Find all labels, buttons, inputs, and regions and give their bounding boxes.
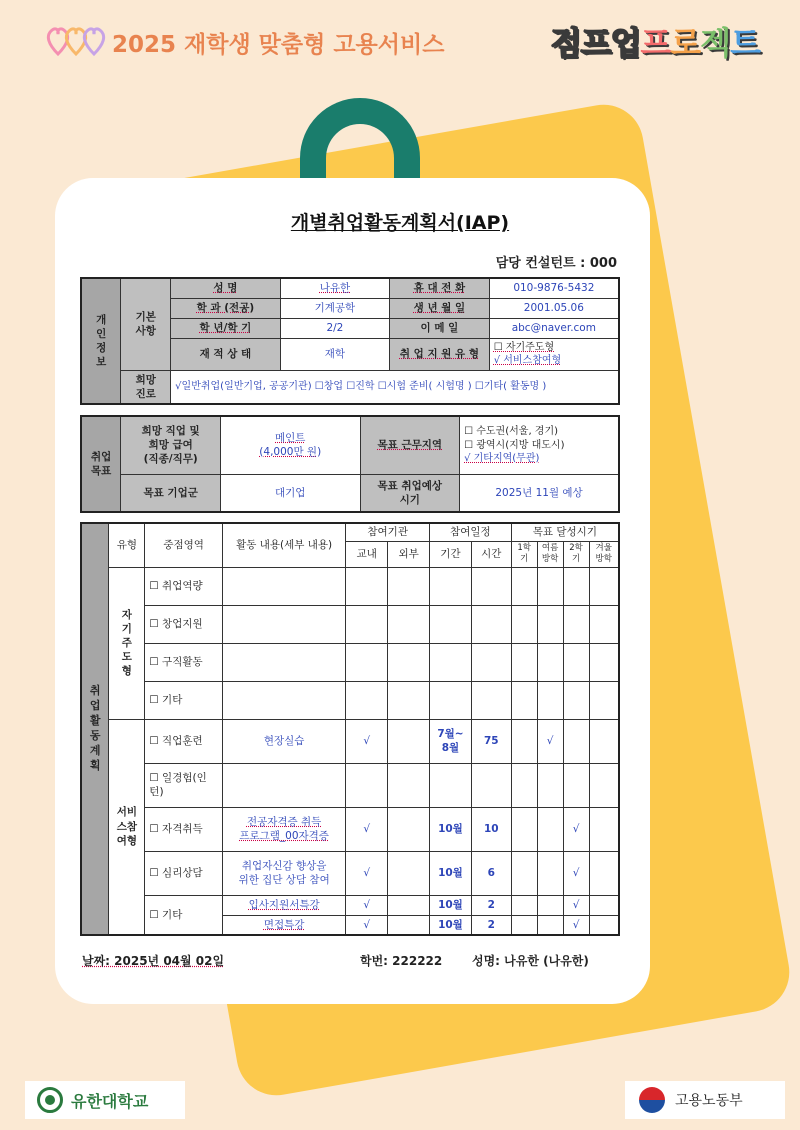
birth-label: 생 년 월 일	[390, 298, 490, 318]
ministry-name: 고용노동부	[675, 1093, 743, 1109]
logo-char: 젝	[700, 24, 731, 62]
plan-cell	[589, 895, 619, 915]
company-label: 목표 기업군	[121, 474, 221, 512]
plan-cell	[471, 567, 511, 605]
email-label: 이 메 일	[390, 318, 490, 338]
region-label: 목표 근무지역	[360, 416, 460, 474]
logo-char: 트	[730, 24, 760, 62]
plan-cell	[537, 567, 563, 605]
plan-cell	[511, 915, 537, 935]
section-goal: 취업 목표	[81, 416, 121, 512]
plan-cell	[537, 643, 563, 681]
hdr-org-in: 교내	[346, 541, 388, 567]
svc-period: 7월~ 8월	[430, 719, 472, 763]
svc-in: √	[346, 807, 388, 851]
plan-cell	[589, 567, 619, 605]
etc-in: √	[346, 915, 388, 935]
plan-cell	[388, 605, 430, 643]
plan-cell	[430, 643, 472, 681]
svc-t2	[537, 763, 563, 807]
hdr-target: 목표 달성시기	[511, 523, 619, 541]
time-value: 2025년 11월 예상	[460, 474, 619, 512]
plan-cell	[471, 681, 511, 719]
logo-char: 프	[640, 24, 671, 62]
svc-content: 전공자격증 취득 프로그램_00자격증	[222, 807, 345, 851]
etc-period: 10월	[430, 895, 472, 915]
svc-t1	[511, 719, 537, 763]
etc-content: 면접특강	[222, 915, 345, 935]
plan-cell	[346, 567, 388, 605]
svc-t2	[537, 807, 563, 851]
svc-hours: 6	[471, 851, 511, 895]
plan-cell	[430, 681, 472, 719]
section-plan: 취 업 활 동 계 획	[81, 523, 109, 935]
major-label: 학 과 (전공)	[171, 298, 281, 318]
svc-out	[388, 807, 430, 851]
svc-focus[interactable]: ☐ 직업훈련	[145, 719, 223, 763]
plan-cell	[346, 681, 388, 719]
self-focus[interactable]: ☐ 취업역량	[145, 567, 223, 605]
plan-cell	[511, 681, 537, 719]
basic-label: 기본 사항	[121, 278, 171, 370]
job-label: 희망 직업 및 희망 급여 (직종/직무)	[121, 416, 221, 474]
svc-in: √	[346, 851, 388, 895]
etc-content: 입사지원서특강	[222, 895, 345, 915]
major-value: 기계공학	[280, 298, 390, 318]
hdr-type: 유형	[109, 523, 145, 567]
path-value: √일반취업(일반기업, 공공기관) ☐창업 ☐진학 ☐시험 준비( 시험명 ) ☐기타( 활동명 )	[171, 370, 619, 404]
plan-cell	[589, 643, 619, 681]
logo-char: 프	[580, 24, 611, 62]
sign-name: 성명: 나유한 (나유한)	[472, 954, 589, 968]
hdr-t3: 2학 기	[563, 541, 589, 567]
plan-cell	[471, 605, 511, 643]
goal-table	[80, 415, 620, 513]
path-label: 희망 진로	[121, 370, 171, 404]
plan-cell	[388, 915, 430, 935]
name-value: 나유한	[280, 278, 390, 298]
svc-t1	[511, 807, 537, 851]
region-option-1[interactable]: ☐ 수도권(서울, 경기)	[464, 426, 559, 437]
university-name: 유한대학교	[71, 1091, 149, 1111]
svc-hours	[471, 763, 511, 807]
self-type-label: 자 기 주 도 형	[109, 567, 145, 719]
svc-t3: √	[563, 807, 589, 851]
type-label: 취 업 지 원 유 형	[390, 338, 490, 370]
svc-focus[interactable]: ☐ 일경험(인턴)	[145, 763, 223, 807]
plan-cell	[346, 643, 388, 681]
svc-focus[interactable]: ☐ 자격취득	[145, 807, 223, 851]
svc-period: 10월	[430, 807, 472, 851]
birth-value: 2001.05.06	[489, 298, 619, 318]
plan-cell	[563, 567, 589, 605]
svc-out	[388, 763, 430, 807]
hdr-sched: 참여일정	[430, 523, 512, 541]
self-focus[interactable]: ☐ 창업지원	[145, 605, 223, 643]
svc-hours: 10	[471, 807, 511, 851]
plan-cell	[388, 895, 430, 915]
svc-period: 10월	[430, 851, 472, 895]
university-emblem-icon	[37, 1087, 63, 1113]
plan-cell	[388, 567, 430, 605]
etc-hours: 2	[471, 915, 511, 935]
banner	[40, 18, 760, 68]
plan-cell	[222, 643, 345, 681]
plan-cell	[222, 605, 345, 643]
type-option-service[interactable]: √ 서비스참여형	[493, 355, 562, 366]
hdr-hours: 시간	[471, 541, 511, 567]
etc-t3: √	[563, 895, 589, 915]
university-logo	[25, 1081, 185, 1119]
plan-cell	[537, 915, 563, 935]
svc-out	[388, 719, 430, 763]
hdr-org: 참여기관	[346, 523, 430, 541]
svc-content: 취업자신감 향상을 위한 집단 상담 참여	[222, 851, 345, 895]
etc-hours: 2	[471, 895, 511, 915]
company-value: 대기업	[220, 474, 360, 512]
plan-cell	[511, 895, 537, 915]
plan-cell	[589, 915, 619, 935]
phone-value: 010-9876-5432	[489, 278, 619, 298]
hdr-t2: 여름 방학	[537, 541, 563, 567]
plan-cell	[511, 605, 537, 643]
svc-content	[222, 763, 345, 807]
sign-date: 날짜: 2025년 04월 02일	[82, 954, 225, 968]
svc-t2	[537, 851, 563, 895]
grade-value: 2/2	[280, 318, 390, 338]
hdr-period: 기간	[430, 541, 472, 567]
etc-t3: √	[563, 915, 589, 935]
svc-content: 현장실습	[222, 719, 345, 763]
grade-label: 학 년/학 기	[171, 318, 281, 338]
plan-cell	[471, 643, 511, 681]
etc-focus[interactable]: ☐ 기타	[145, 895, 223, 935]
plan-cell	[589, 681, 619, 719]
phone-label: 휴 대 전 화	[390, 278, 490, 298]
personal-info-table	[80, 277, 620, 405]
email-value: abc@naver.com	[489, 318, 619, 338]
plan-cell	[589, 605, 619, 643]
plan-cell	[430, 605, 472, 643]
svc-focus[interactable]: ☐ 심리상담	[145, 851, 223, 895]
logo-char: 로	[670, 24, 701, 62]
svc-period	[430, 763, 472, 807]
hdr-focus: 중점영역	[145, 523, 223, 567]
type-option-self[interactable]: ☐ 자기주도형	[493, 341, 555, 353]
svc-in: √	[346, 719, 388, 763]
svc-t4	[589, 719, 619, 763]
svc-t1	[511, 763, 537, 807]
plan-cell	[537, 681, 563, 719]
plan-cell	[222, 681, 345, 719]
time-label: 목표 취업예상 시기	[360, 474, 460, 512]
plan-cell	[388, 681, 430, 719]
hdr-t1: 1학 기	[511, 541, 537, 567]
plan-cell	[346, 605, 388, 643]
logo-char: 업	[610, 24, 641, 62]
section-personal: 개 인 정 보	[81, 278, 121, 404]
self-focus[interactable]: ☐ 구직활동	[145, 643, 223, 681]
sign-id: 학번: 222222	[360, 954, 443, 968]
svc-t4	[589, 807, 619, 851]
svc-t1	[511, 851, 537, 895]
etc-period: 10월	[430, 915, 472, 935]
plan-cell	[563, 605, 589, 643]
svc-type-label: 서비 스참 여형	[109, 719, 145, 935]
logo-char: 점	[550, 24, 581, 62]
svc-t4	[589, 851, 619, 895]
hdr-content: 활동 내용(세부 내용)	[222, 523, 345, 567]
svc-hours: 75	[471, 719, 511, 763]
ministry-logo	[625, 1081, 785, 1119]
plan-table	[80, 522, 620, 936]
name-label: 성 명	[171, 278, 281, 298]
taegeuk-icon	[639, 1087, 665, 1113]
plan-cell	[430, 567, 472, 605]
region-option-3[interactable]: √ 기타지역(무관)	[464, 453, 540, 464]
svc-in	[346, 763, 388, 807]
plan-cell	[563, 681, 589, 719]
svc-t4	[589, 763, 619, 807]
svc-t3	[563, 719, 589, 763]
plan-cell	[388, 643, 430, 681]
hdr-t4: 겨울 방학	[589, 541, 619, 567]
hdr-org-out: 외부	[388, 541, 430, 567]
plan-cell	[222, 567, 345, 605]
plan-cell	[537, 605, 563, 643]
self-focus[interactable]: ☐ 기타	[145, 681, 223, 719]
svc-t3	[563, 763, 589, 807]
jump-up-project-logo	[551, 18, 760, 64]
etc-in: √	[346, 895, 388, 915]
plan-cell	[511, 643, 537, 681]
plan-cell	[563, 643, 589, 681]
banner-title: 2025 재학생 맞춤형 고용서비스	[112, 32, 445, 58]
status-value: 재학	[280, 338, 390, 370]
form-title: 개별취업활동계획서(IAP)	[290, 212, 510, 234]
plan-cell	[511, 567, 537, 605]
consultant: 담당 컨설턴트 : 000	[495, 256, 617, 271]
svc-t3: √	[563, 851, 589, 895]
status-label: 재 적 상 태	[171, 338, 281, 370]
region-option-2[interactable]: ☐ 광역시(지방 대도시)	[464, 439, 565, 451]
svc-t2: √	[537, 719, 563, 763]
hearts-icon	[46, 24, 106, 58]
job-value: 메인트 (4,000만 원)	[220, 416, 360, 474]
plan-cell	[537, 895, 563, 915]
svc-out	[388, 851, 430, 895]
